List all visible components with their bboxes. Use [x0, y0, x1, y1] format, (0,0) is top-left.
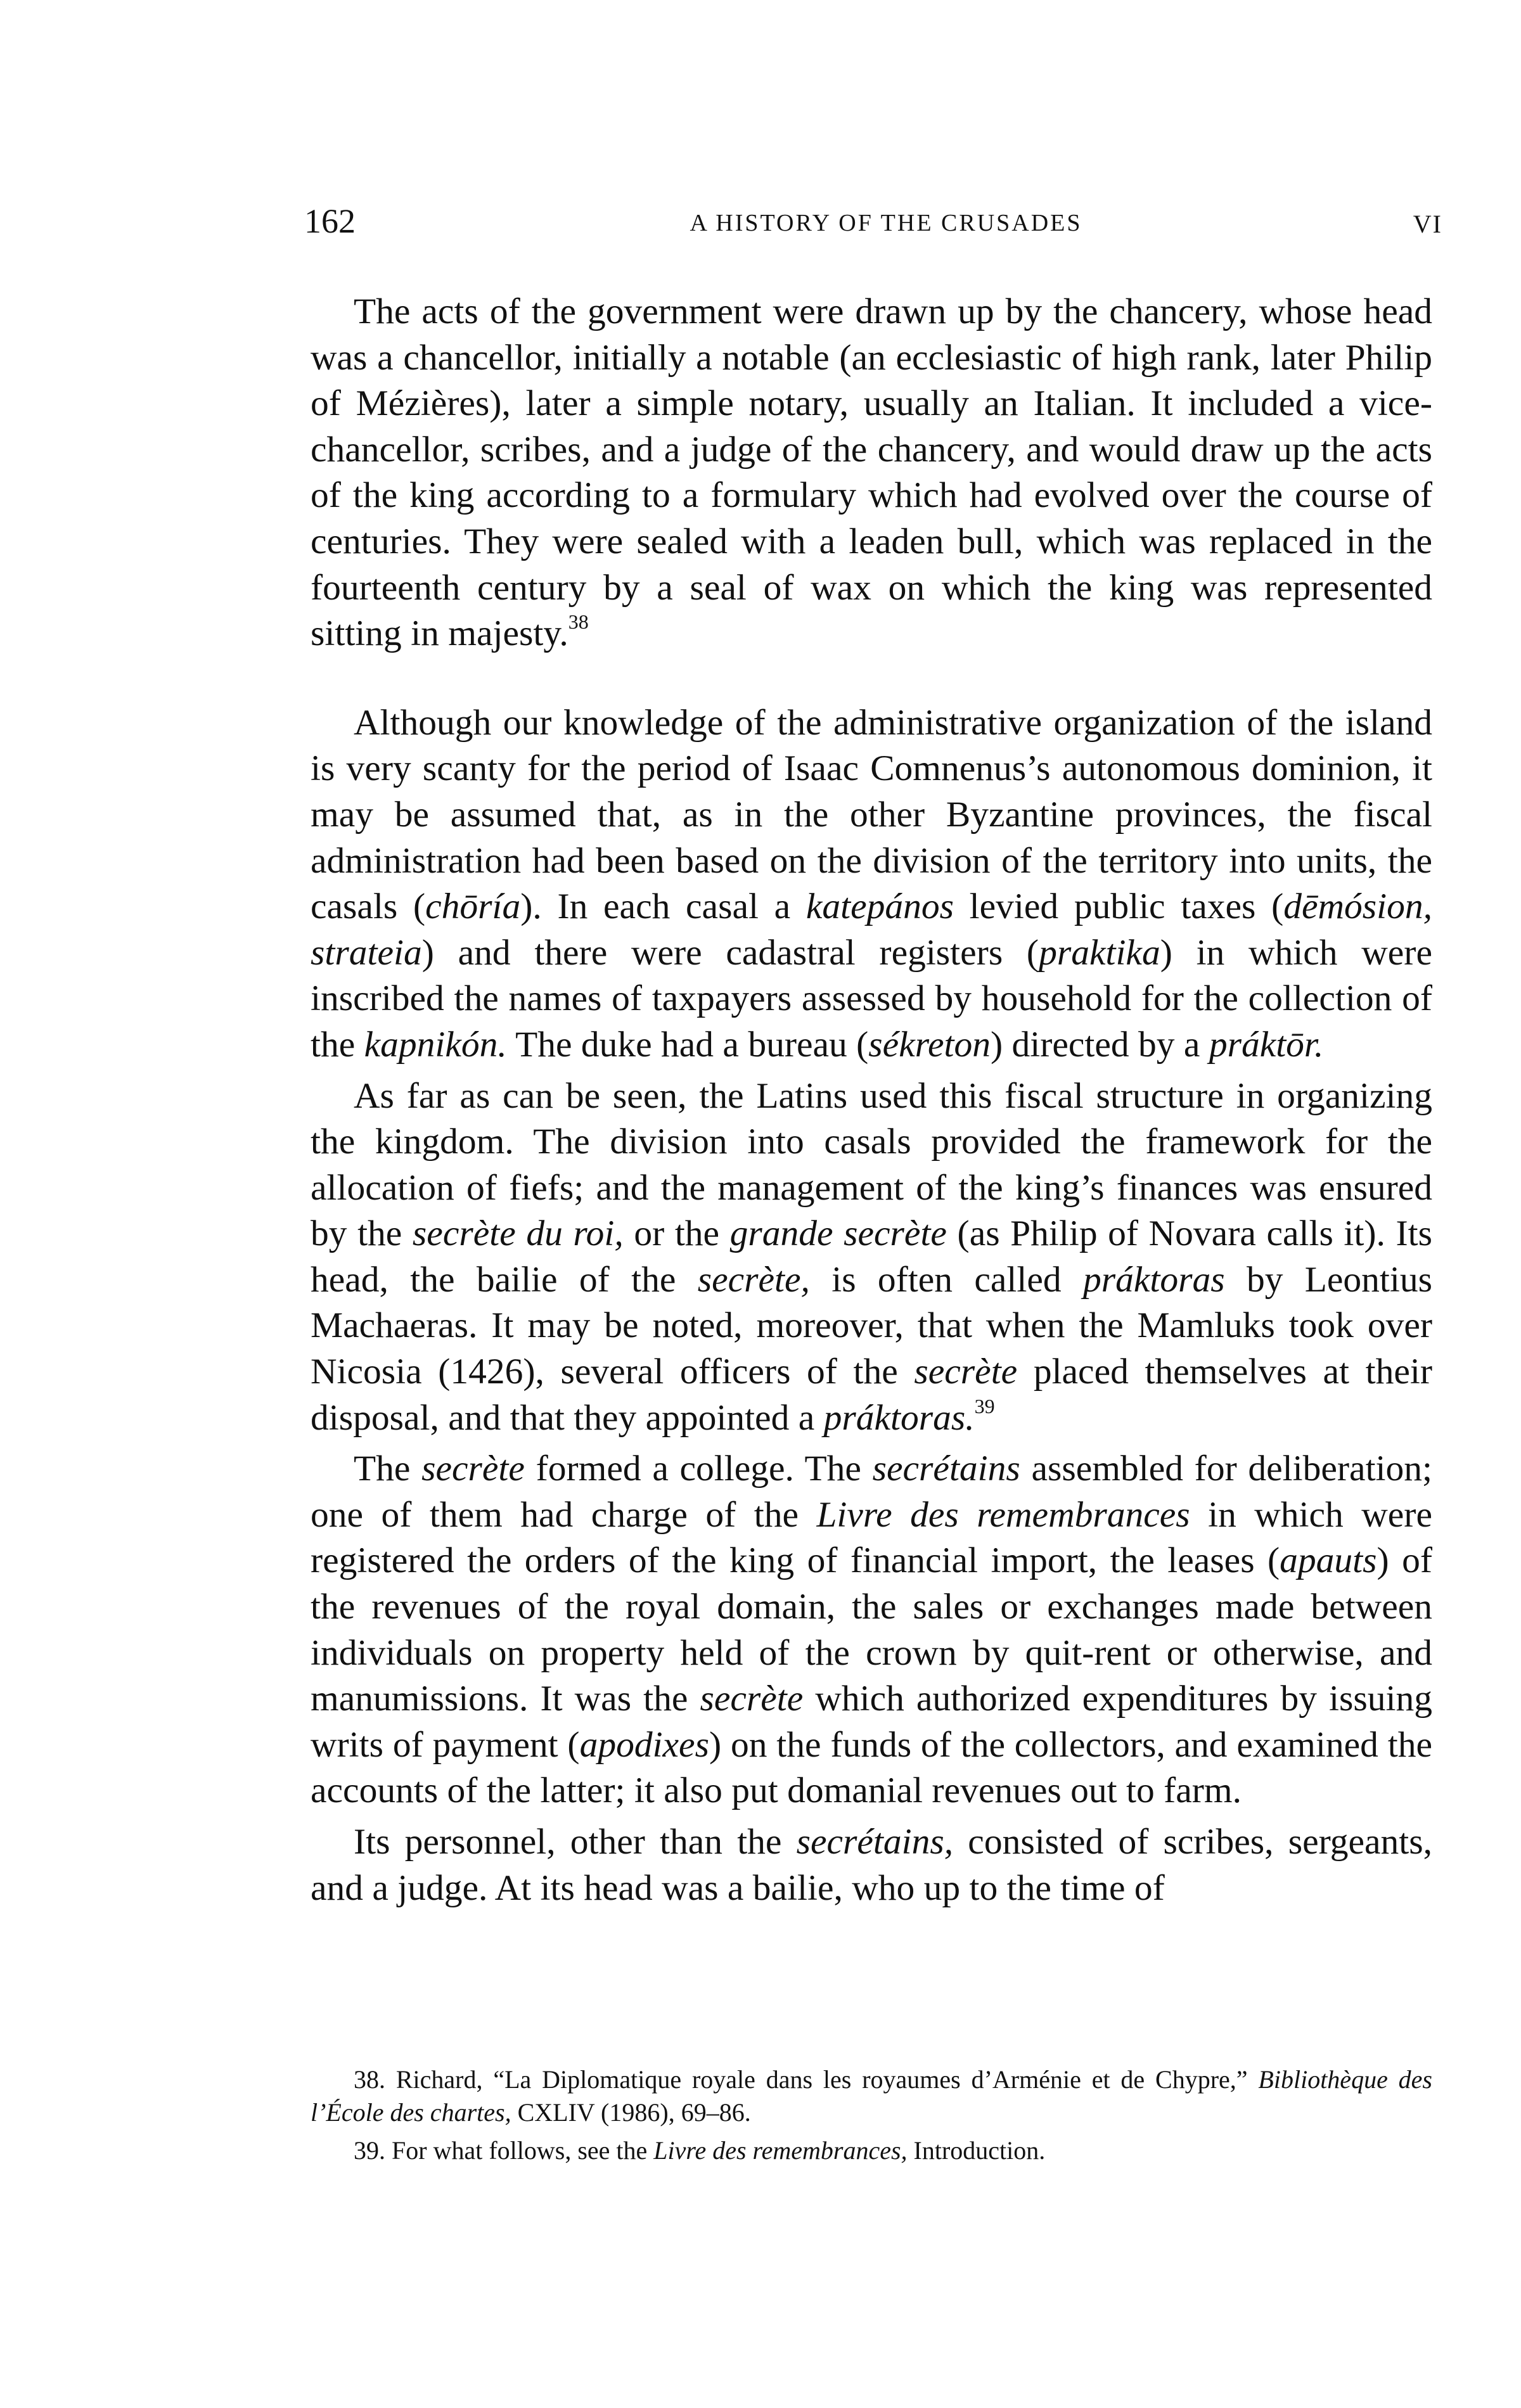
running-title: A HISTORY OF THE CRUSADES — [690, 210, 1082, 236]
footnote-ref-38[interactable]: 38 — [568, 610, 589, 634]
running-header — [304, 202, 1442, 240]
chapter-number: VI — [1413, 210, 1442, 238]
footnote-38: 38. Richard, “La Diplomatique royale dans les royaumes d’Arménie et de Chypre,” Bibliothèque des l’École des chartes, CXLIV (1986), 69–86. — [311, 2065, 1432, 2127]
paragraph-byzantine-administration: Although our knowledge of the administrative organization of the island is very scanty for the period of Isaac Comnenus’s autonomous dominion, it may be assumed that, as in the other Byzantine provinces, the fiscal administration had been based on the division of the territory into units, the casals (chōría). In each casal a katepános levied public taxes (dēmósion, strateia) and there were cadastral registers (praktika) in which were inscribed the names of taxpayers assessed by household for the collection of the kapnikón. The duke had a bureau (sékreton) directed by a práktōr. — [311, 702, 1432, 1065]
paragraph-personnel: Its personnel, other than the secrétains, consisted of scribes, sergeants, and a judge. At its head was a bailie, who up to the time of — [311, 1822, 1432, 1908]
paragraph-chancery: The acts of the government were drawn up by the chancery, whose head was a chancellor, initially a notable (an ecclesiastic of high rank, later Philip of Mézières), later a simple notary, usually an Italian. It included a vice-chancellor, scribes, and a judge of the chancery, and would draw up the acts of the king according to a formulary which had evolved over the course of centuries. They were sealed with a leaden bull, which was replaced in the fourteenth century by a seal of wax on which the king was represented sitting in majesty.$^{38}$ — [311, 291, 1432, 654]
page-number: 162 — [304, 202, 356, 240]
footnote-39: 39. For what follows, see the Livre des remembrances, Introduction. — [354, 2136, 1046, 2165]
body-text — [311, 289, 1432, 1911]
paragraph-latin-fiscal-structure: As far as can be seen, the Latins used this fiscal structure in organizing the kingdom. The division into casals provided the framework for the allocation of fiefs; and the management of the king’s finances was ensured by the secrète du roi, or the grande secrète (as Philip of Novara calls it). Its head, the bailie of the secrète, is often called práktoras by Leontius Machaeras. It may be noted, moreover, that when the Mamluks took over Nicosia (1426), several officers of the secrète placed themselves at their disposal, and that they appointed a práktoras.$^{39}$ — [311, 1075, 1433, 1438]
footnote-ref-39[interactable]: 39 — [974, 1394, 995, 1418]
paragraph-secrete-college: The secrète formed a college. The secrétains assembled for deliberation; one of them had charge of the Livre des remembrances in which were registered the orders of the king of financial import, the leases (apauts) of the revenues of the royal domain, the sales or exchanges made between individuals on property held of the crown by quit-rent or otherwise, and manumissions. It was the secrète which authorized expenditures by issuing writs of payment (apodixes) on the funds of the collectors, and examined the accounts of the latter; it also put domanial revenues out to farm. — [311, 1449, 1433, 1811]
footnotes — [311, 2063, 1432, 2167]
